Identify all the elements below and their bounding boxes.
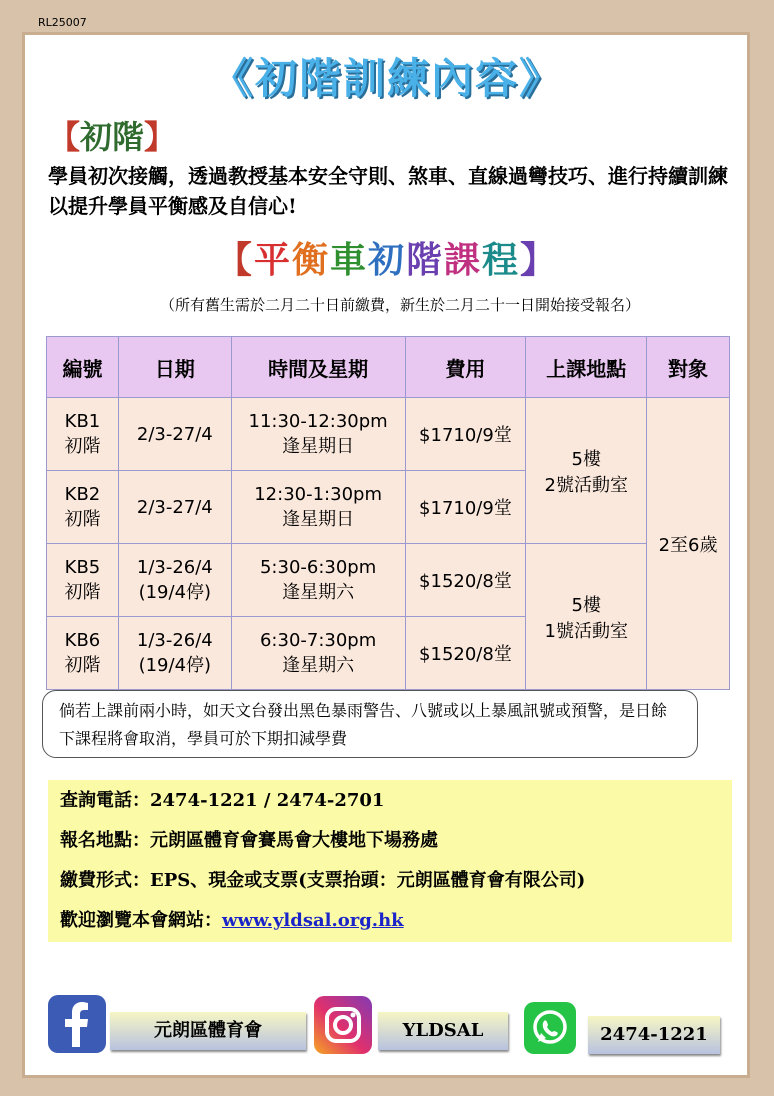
- schedule-table: [46, 336, 730, 690]
- cell-code: KB2 初階: [47, 471, 119, 544]
- course-bracket-open: 【: [215, 240, 254, 281]
- payment-line: 繳費形式：EPS、現金或支票(支票抬頭：元朗區體育會有限公司): [60, 870, 586, 891]
- website-line: 歡迎瀏覽本會網站：www.yldsal.org.hk: [60, 910, 404, 931]
- weather-warning-notice: 倘若上課前兩小時，如天文台發出黑色暴雨警告、八號或以上暴風訊號或預警，是日餘下課程將會取消，學員可於下期扣減學費: [42, 690, 698, 758]
- whatsapp-icon[interactable]: [524, 1002, 576, 1054]
- instagram-icon[interactable]: [314, 996, 372, 1054]
- level-name: 初階: [80, 118, 145, 156]
- course-title-char: 車: [329, 240, 368, 281]
- cell-date: 1/3-26/4 (19/4停): [118, 617, 231, 690]
- table-header-row: [47, 337, 730, 398]
- header-time: 時間及星期: [231, 337, 405, 398]
- cell-date: 1/3-26/4 (19/4停): [118, 544, 231, 617]
- cell-fee: $1710/9堂: [405, 471, 526, 544]
- cell-location: 5樓 1號活動室: [526, 544, 647, 690]
- cell-target: 2至6歲: [647, 398, 730, 690]
- page-title: 《初階訓練內容》: [210, 54, 563, 103]
- cell-fee: $1520/8堂: [405, 617, 526, 690]
- course-title-char: 衡: [291, 240, 330, 281]
- cell-code: KB1 初階: [47, 398, 119, 471]
- level-bracket-open: 【: [48, 118, 81, 156]
- course-bracket-close: 】: [520, 240, 559, 281]
- cell-fee: $1710/9堂: [405, 398, 526, 471]
- course-title-char: 課: [444, 240, 483, 281]
- course-title-text: [254, 240, 520, 281]
- cell-time: 11:30-12:30pm 逢星期日: [231, 398, 405, 471]
- facebook-label: 元朗區體育會: [110, 1012, 306, 1050]
- course-title-char: 平: [253, 240, 292, 281]
- whatsapp-label: 2474-1221: [588, 1016, 720, 1054]
- header-location: 上課地點: [526, 337, 647, 398]
- facebook-icon[interactable]: [48, 995, 106, 1053]
- cell-location: 5樓 2號活動室: [526, 398, 647, 544]
- header-target: 對象: [647, 337, 730, 398]
- course-title-char: 程: [482, 240, 521, 281]
- course-title-char: 階: [406, 240, 445, 281]
- header-fee: 費用: [405, 337, 526, 398]
- cell-time: 5:30-6:30pm 逢星期六: [231, 544, 405, 617]
- course-description: 學員初次接觸，透過教授基本安全守則、煞車、直線過彎技巧、進行持續訓練以提升學員平衡感及自信心!: [48, 164, 728, 218]
- header-code: 編號: [47, 337, 119, 398]
- contact-info-box: [48, 780, 732, 942]
- cell-code: KB5 初階: [47, 544, 119, 617]
- document-code: RL25007: [38, 16, 87, 29]
- level-bracket-close: 】: [144, 118, 177, 156]
- course-title-char: 初: [367, 240, 406, 281]
- level-heading: [48, 112, 176, 158]
- instagram-label: YLDSAL: [378, 1012, 508, 1050]
- cell-time: 6:30-7:30pm 逢星期六: [231, 617, 405, 690]
- cell-fee: $1520/8堂: [405, 544, 526, 617]
- cell-date: 2/3-27/4: [118, 398, 231, 471]
- course-title: [0, 232, 774, 283]
- table-row: [47, 544, 730, 617]
- cell-code: KB6 初階: [47, 617, 119, 690]
- cell-date: 2/3-27/4: [118, 471, 231, 544]
- cell-time: 12:30-1:30pm 逢星期日: [231, 471, 405, 544]
- website-link[interactable]: www.yldsal.org.hk: [222, 910, 404, 931]
- phone-line: 查詢電話：2474-1221 / 2474-2701: [60, 790, 385, 811]
- registration-notice: （所有舊生需於二月二十日前繳費，新生於二月二十一日開始接受報名）: [159, 296, 640, 314]
- location-line: 報名地點：元朗區體育會賽馬會大樓地下場務處: [60, 830, 438, 851]
- table-row: [47, 398, 730, 471]
- header-date: 日期: [118, 337, 231, 398]
